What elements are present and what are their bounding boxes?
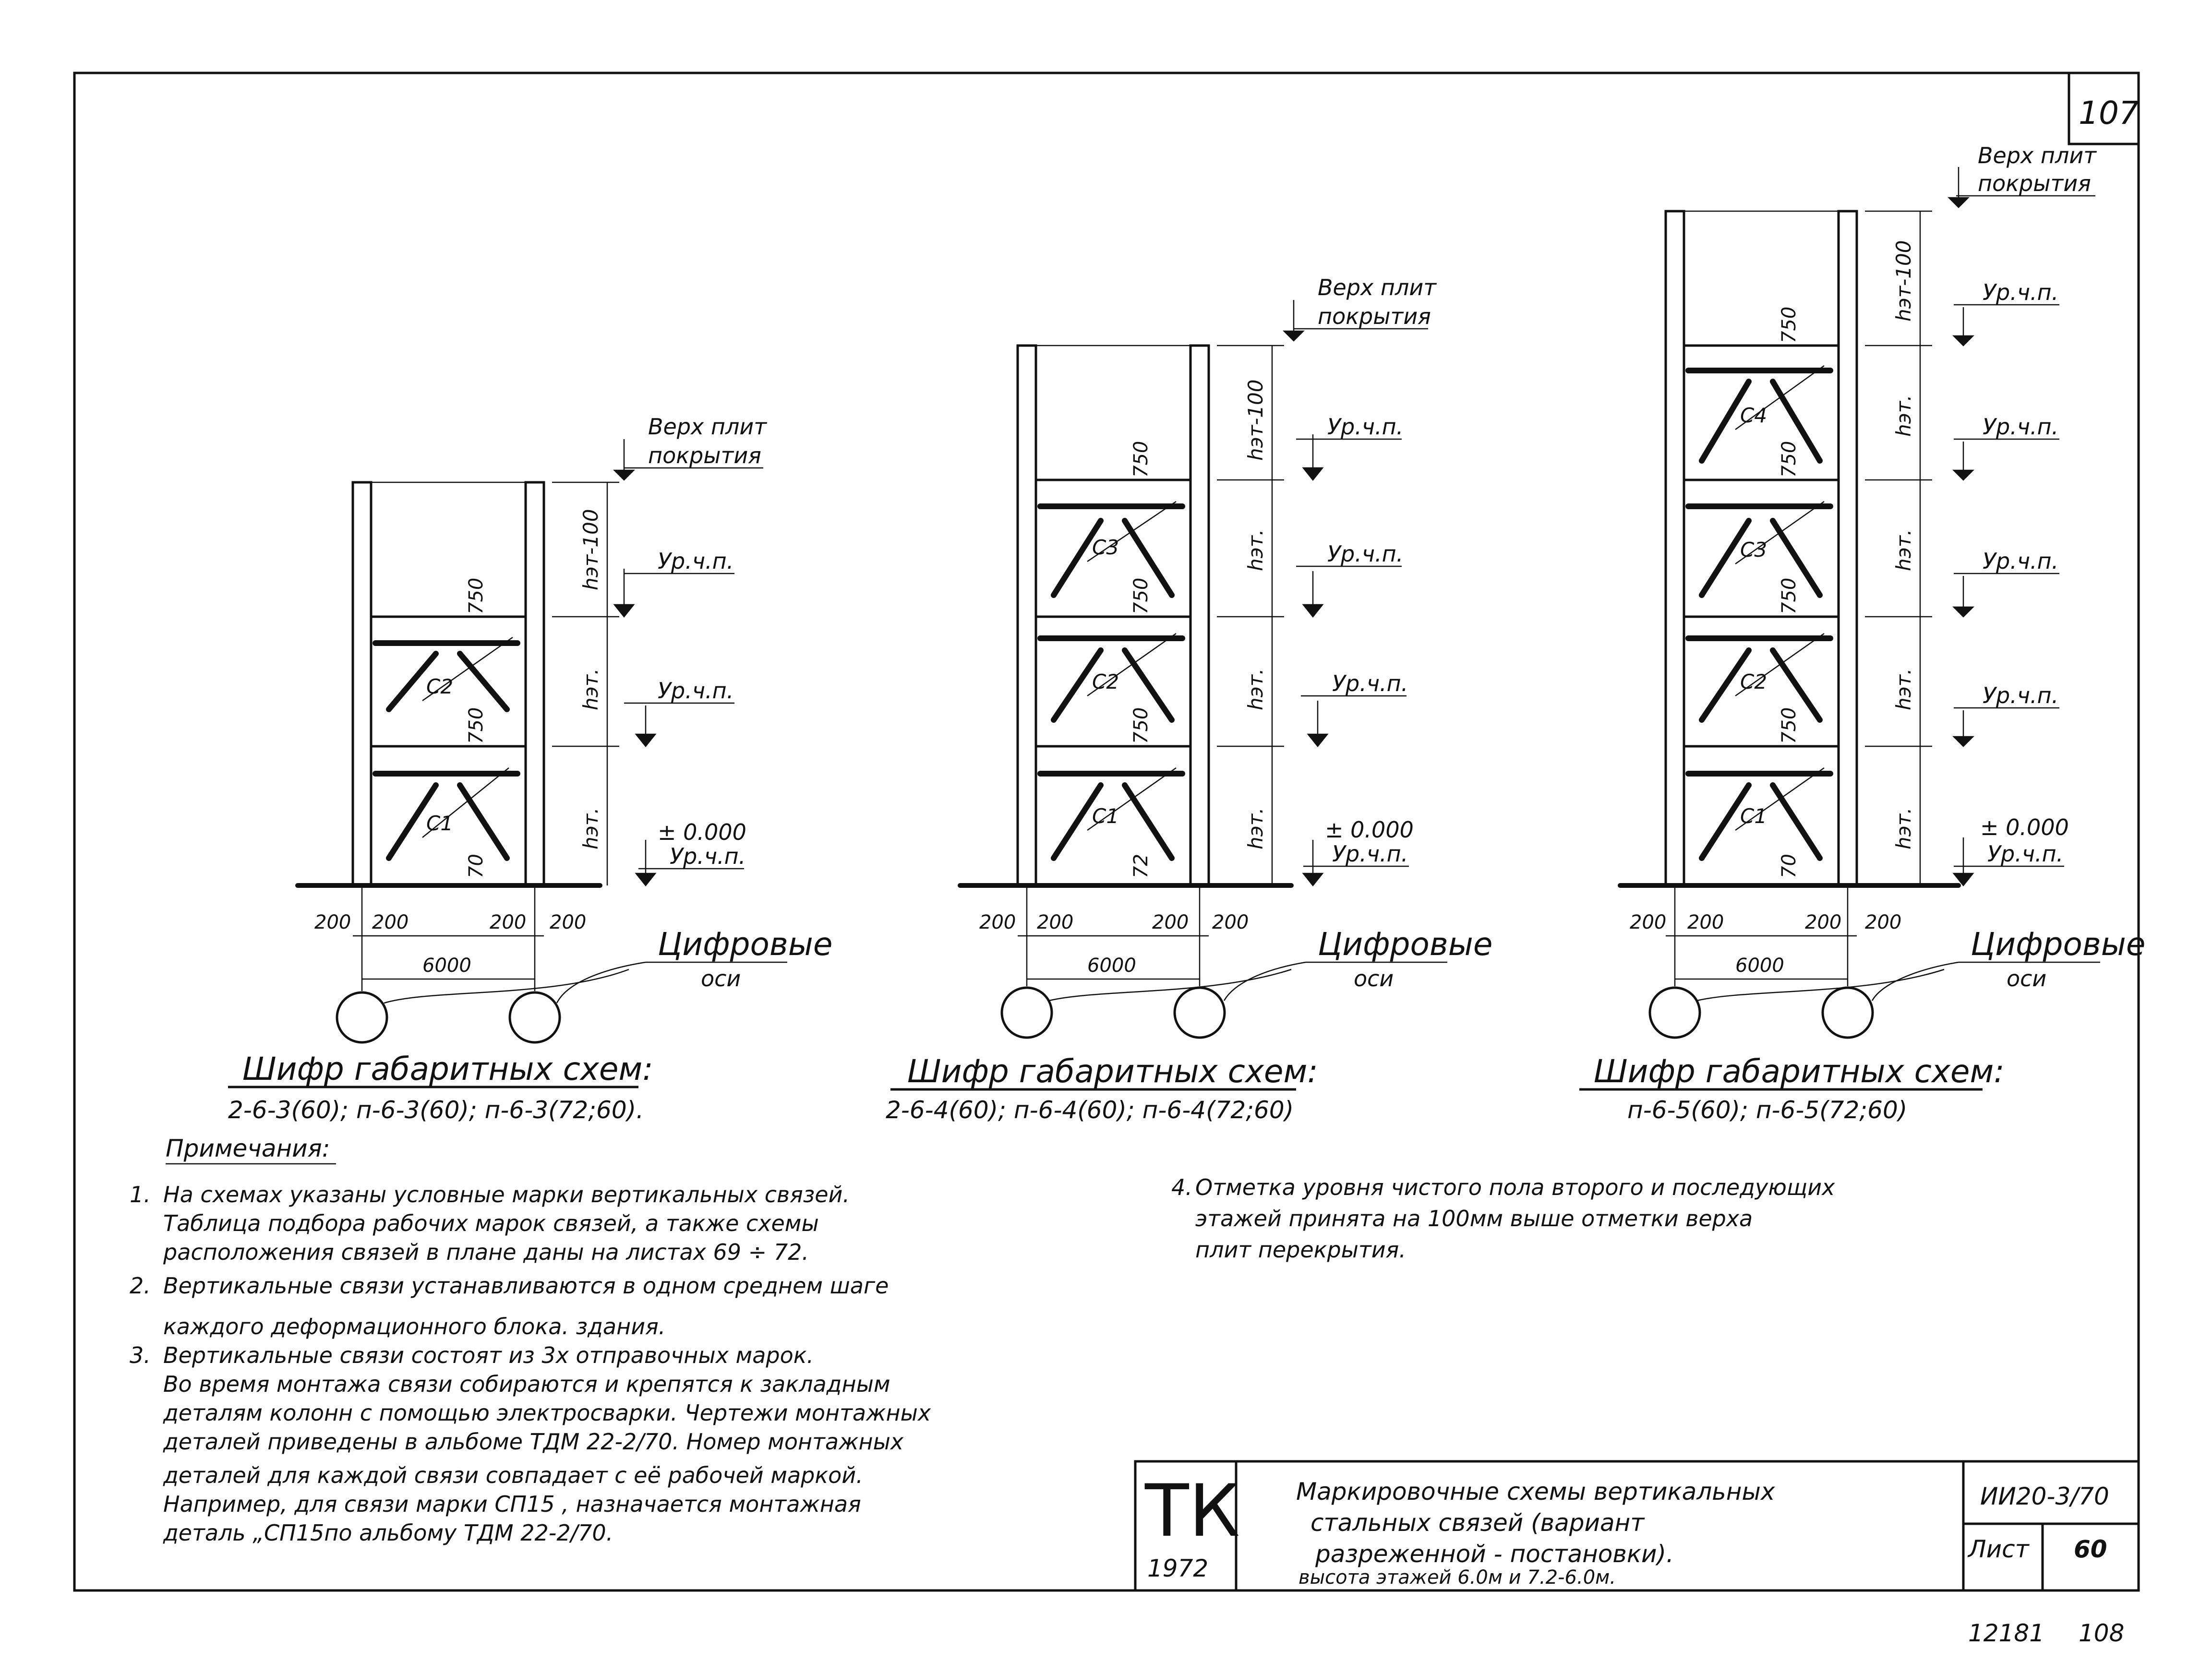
digital-axes-label: оси [2007,966,2047,992]
brace-diagonal [460,654,507,709]
digital-axes-label: оси [1354,966,1394,992]
level-marker [1954,837,1973,885]
note-line: Вертикальные связи состоят из 3х отправочных марок. [163,1342,814,1368]
note-line: Таблица подбора рабочих марок связей, а также схемы [163,1210,819,1236]
scheme-codes: 2-6-3(60); п-6-3(60); п-6-3(72;60). [228,1096,644,1124]
subtitle: высота этажей 6.0м и 7.2-6.0м. [1298,1566,1616,1589]
brace-diagonal [1125,785,1172,858]
scheme-caption: Шифр габаритных схем: [1594,1053,2005,1090]
dim-200: 200 [1152,911,1189,933]
digital-axes-label: Цифровые [1971,926,2146,963]
leader [422,637,513,701]
story-height: hэт. [1892,807,1915,849]
note-number: 2. [130,1273,151,1299]
story-height-top: hэт-100 [579,509,602,590]
top-of-slabs-label: покрытия [1318,303,1431,329]
dim-70: 70 [465,854,487,878]
leader [1735,633,1824,696]
note-line: деталей приведены в альбоме ТДМ 22-2/70. Номер монтажных [163,1429,904,1455]
scheme-codes: п-6-5(60); п-6-5(72;60) [1627,1096,1908,1124]
column-left [1666,211,1684,885]
brace-mark: С3 [1092,536,1119,559]
floor-level-mark [1954,548,2059,617]
svg-text:Ур.ч.п.: Ур.ч.п. [1332,670,1408,696]
leader [1872,962,1959,1001]
leader [1087,502,1176,562]
top-of-slabs-label: Верх плит [648,414,767,440]
dim-200: 200 [314,911,351,933]
dim-750: 750 [465,577,487,614]
year: 1972 [1147,1554,1209,1582]
level-marker [1949,167,1968,207]
top-of-slabs-label: покрытия [648,442,761,468]
floor-level-mark [614,548,734,617]
sheet-label: Лист [1968,1535,2029,1563]
floor-level-mark [624,678,734,746]
story-height-top: hэт-100 [1244,379,1267,461]
dim-6000: 6000 [1735,955,1784,977]
story-height: hэт. [579,807,602,849]
story-height: hэт. [1244,668,1267,710]
footer-left: 12181 [1968,1619,2045,1647]
svg-text:Ур.ч.п.: Ур.ч.п. [1327,541,1404,567]
svg-text:Ур.ч.п.: Ур.ч.п. [1983,682,2059,708]
leader [1049,969,1291,1001]
svg-text:Ур.ч.п.: Ур.ч.п. [1983,414,2059,440]
leader [1735,768,1824,830]
leader [1697,969,1944,1001]
dim-200: 200 [490,911,527,933]
svg-text:Ур.ч.п.: Ур.ч.п. [658,548,734,574]
note-line: Отметка уровня чистого пола второго и последующих [1195,1174,1835,1200]
note-number: 1. [130,1182,151,1207]
column-left [1018,346,1036,885]
column-right [1839,211,1857,885]
leader [1735,502,1824,564]
story-height: hэт. [1892,668,1915,710]
dim-750: 750 [1778,577,1800,614]
svg-text:Ур.ч.п.: Ур.ч.п. [658,678,734,704]
axis-bubble [337,992,387,1042]
dim-750: 750 [1778,707,1800,744]
note-line: расположения связей в плане даны на листах 69 ÷ 72. [163,1239,809,1265]
scheme-caption: Шифр габаритных схем: [242,1051,653,1087]
floor-level-mark [1301,670,1408,746]
dim-6000: 6000 [1087,955,1136,977]
dim-200: 200 [1687,911,1724,933]
brace-mark: С3 [1740,538,1767,562]
dim-200: 200 [1037,911,1074,933]
svg-text:Ур.ч.п.: Ур.ч.п. [1983,279,2059,305]
note-line: На схемах указаны условные марки вертикальных связей. [163,1182,850,1207]
top-of-slabs-label: покрытия [1978,170,2091,196]
leader [1087,768,1176,830]
note-line: этажей принята на 100мм выше отметки верха [1195,1206,1753,1231]
column-right [1190,346,1209,885]
brace-diagonal [1773,785,1820,858]
axis-bubble [1650,988,1700,1038]
svg-text:Ур.ч.п.: Ур.ч.п. [1327,414,1404,440]
note-line: деталей для каждой связи совпадает с её рабочей маркой. [163,1462,863,1488]
leader [557,962,646,1003]
dim-6000: 6000 [422,955,471,977]
note-line: деталям колонн с помощью электросварки. Чертежи монтажных [163,1400,931,1426]
brace-mark: С2 [1740,670,1767,693]
story-height: hэт. [1892,529,1915,571]
floor-level-mark [1954,414,2059,480]
svg-text:Ур.ч.п.: Ур.ч.п. [1983,548,2059,574]
notes-heading: Примечания: [166,1135,330,1162]
title-line: разреженной - постановки). [1315,1540,1674,1568]
top-of-slabs-label: Верх плит [1318,275,1437,300]
level-marker [636,840,655,885]
brace-mark: С1 [1092,804,1119,828]
floor-level-label: Ур.ч.п. [670,843,746,869]
dim-750: 750 [1130,577,1152,614]
level-marker [614,439,634,480]
footer-right: 108 [2079,1619,2125,1647]
scheme-caption: Шифр габаритных схем: [907,1053,1318,1090]
axis-bubble [510,992,560,1042]
dim-750: 750 [1130,441,1152,478]
sheet-number: 60 [2074,1535,2107,1563]
scheme-1 [228,414,832,1124]
dim-750: 750 [1778,306,1800,343]
dim-200: 200 [1212,911,1249,933]
top-of-slabs-label: Верх плит [1978,143,2097,168]
story-height: hэт. [1244,529,1267,571]
story-height-top: hэт-100 [1892,240,1915,322]
note-number: 4. [1171,1174,1192,1200]
org-mark: ТК [1145,1470,1240,1553]
digital-axes-label: Цифровые [1318,926,1493,963]
note-line: Во время монтажа связи собираются и крепятся к закладным [163,1371,890,1397]
note-line: Вертикальные связи устанавливаются в одном среднем шаге [163,1273,889,1299]
story-height: hэт. [1892,394,1915,437]
floor-level-mark [1296,414,1403,480]
axis-bubble [1175,988,1225,1038]
digital-axes-label: Цифровые [658,926,833,963]
page-number: 107 [2079,95,2139,131]
dim-200: 200 [1805,911,1842,933]
brace-mark: С2 [426,675,454,698]
floor-level-mark [1954,279,2059,346]
leader [1224,962,1306,1001]
scheme-2 [886,275,1492,1124]
level-marker [1303,840,1322,885]
brace-mark: С1 [426,812,454,835]
series-code: ИИ20-3/70 [1980,1482,2109,1510]
level-marker [1284,300,1303,341]
leader [384,969,629,1003]
zero-mark: ± 0.000 [1325,817,1414,843]
note-line: каждого деформационного блока. здания. [163,1314,666,1339]
note-line: плит перекрытия. [1195,1237,1406,1263]
title-line: стальных связей (вариант [1310,1509,1645,1537]
story-height: hэт. [1244,807,1267,849]
dim-200: 200 [1630,911,1667,933]
dim-200: 200 [372,911,409,933]
axis-bubble [1823,988,1873,1038]
leader [422,768,509,837]
story-height: hэт. [579,668,602,710]
title-line: Маркировочные схемы вертикальных [1296,1478,1775,1506]
brace-mark: С4 [1740,404,1767,427]
floor-level-label: Ур.ч.п. [1987,841,2064,867]
brace-diagonal [460,785,507,858]
dim-200: 200 [550,911,587,933]
title-block [1135,1461,2139,1590]
dim-72: 72 [1130,854,1152,878]
dim-200: 200 [979,911,1016,933]
floor-level-label: Ур.ч.п. [1332,841,1408,867]
note-number: 3. [130,1342,151,1368]
dim-750: 750 [1778,441,1800,478]
note-line: деталь „СП15по альбому ТДМ 22-2/70. [163,1520,613,1546]
axis-bubble [1002,988,1052,1038]
digital-axes-label: оси [701,966,741,992]
note-line: Например, для связи марки СП15 , назначается монтажная [163,1491,861,1517]
zero-mark: ± 0.000 [1980,814,2069,840]
dim-70: 70 [1778,854,1800,878]
brace-mark: С1 [1740,804,1767,828]
zero-mark: ± 0.000 [658,819,746,845]
column-left [353,482,371,885]
brace-mark: С2 [1092,670,1119,693]
floor-level-mark [1954,682,2059,746]
leader [1735,366,1824,430]
dim-200: 200 [1865,911,1902,933]
dim-750: 750 [1130,707,1152,744]
leader [1087,633,1176,696]
floor-level-mark [1296,541,1403,617]
scheme-codes: 2-6-4(60); п-6-4(60); п-6-4(72;60) [886,1096,1294,1124]
scheme-3 [1579,143,2145,1124]
dim-750: 750 [465,707,487,744]
column-right [526,482,544,885]
